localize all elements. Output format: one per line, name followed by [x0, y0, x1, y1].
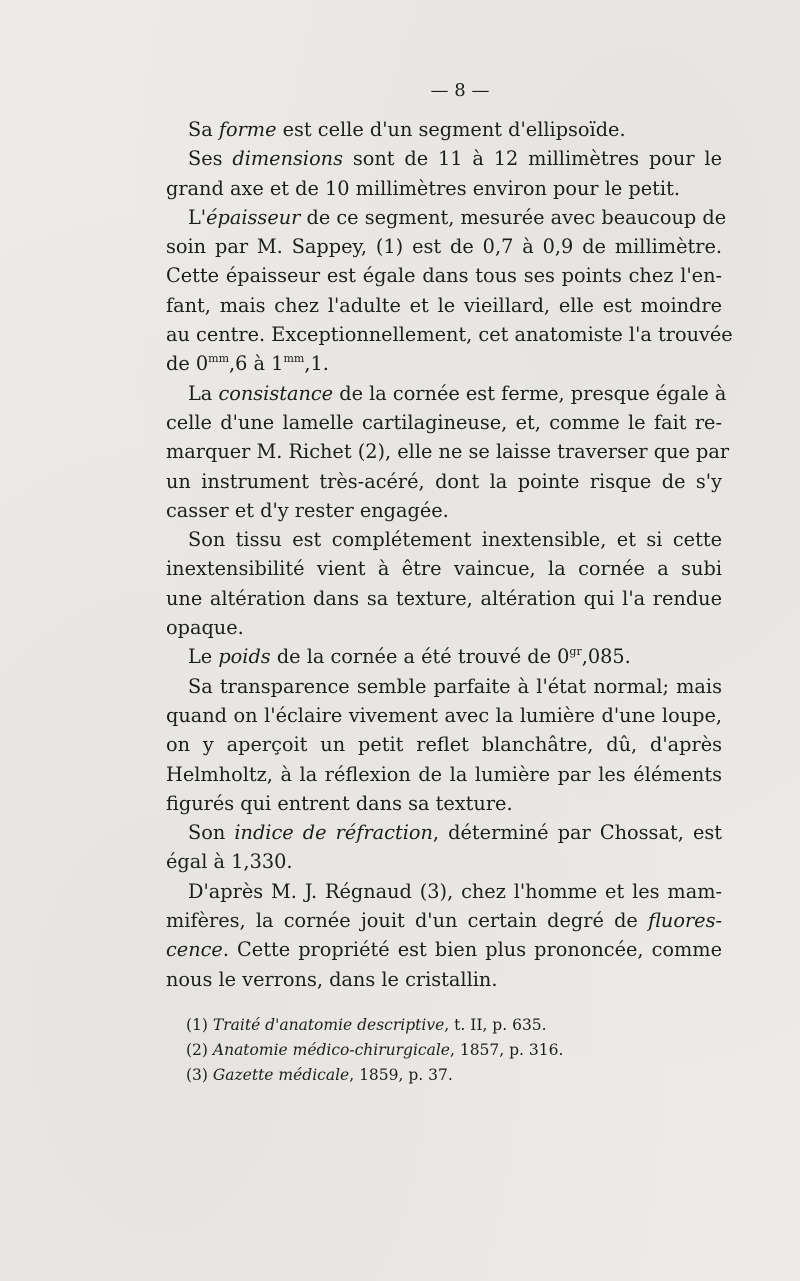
text-line: La consistance de la cornée est ferme, presque égale à [188, 381, 727, 405]
text-line: L'épaisseur de ce segment, mesurée avec beaucoup de [188, 205, 727, 229]
text-line: un instrument très-acéré, dont la pointe risque de s'y [166, 469, 722, 493]
page-number: — 8 — [430, 80, 490, 101]
footnote: (1) Traité d'anatomie descriptive, t. II, p. 635. [186, 1016, 547, 1034]
text-line: fant, mais chez l'adulte et le vieillard, elle est moindre [166, 293, 722, 317]
paragraph [166, 877, 722, 994]
footnote: (3) Gazette médicale, 1859, p. 37. [186, 1066, 453, 1084]
text-line: opaque. [166, 616, 244, 640]
text-line: D'après M. J. Régnaud (3), chez l'homme et les mam- [188, 879, 722, 903]
text-line: inextensibilité vient à être vaincue, la cornée a subi [166, 557, 722, 581]
text-line: mifères, la cornée jouit d'un certain degré de fluores- [166, 909, 722, 933]
footnotes [186, 1013, 706, 1088]
paragraph [166, 642, 722, 671]
paragraph [166, 672, 722, 818]
text-line: soin par M. Sappey, (1) est de 0,7 à 0,9 de millimètre. [166, 235, 722, 259]
text-line: quand on l'éclaire vivement avec la lumière d'une loupe, [166, 703, 722, 727]
text-line: au centre. Exceptionnellement, cet anatomiste l'a trouvée [166, 323, 733, 347]
text-line: égal à 1,330. [166, 850, 293, 874]
text-line: Helmholtz, à la réflexion de la lumière par les éléments [166, 762, 722, 786]
text-line: Son tissu est complétement inextensible, et si cette [188, 528, 722, 552]
text-line: celle d'une lamelle cartilagineuse, et, comme le fait re- [166, 410, 722, 434]
paragraph [166, 203, 733, 379]
text-line: grand axe et de 10 millimètres environ pour le petit. [166, 176, 680, 200]
text-line: Cette épaisseur est égale dans tous ses points chez l'en- [166, 264, 722, 288]
text-line: Le poids de la cornée a été trouvé de $0^{gr},085$. [188, 645, 631, 669]
text-line: Sa transparence semble parfaite à l'état normal; mais [188, 674, 722, 698]
text-line: de $0^{mm},6$ à $1^{mm},1$. [166, 352, 329, 376]
text-line: marquer M. Richet (2), elle ne se laisse traverser que par [166, 440, 730, 464]
text-line: on y aperçoit un petit reflet blanchâtre, dû, d'après [166, 733, 722, 757]
text-line: Ses dimensions sont de 11 à 12 millimètres pour le [188, 147, 722, 171]
text-line: cence. Cette propriété est bien plus prononcée, comme [166, 938, 722, 962]
paragraph [166, 525, 722, 642]
text-line: Sa forme est celle d'un segment d'ellipsoïde. [188, 118, 626, 141]
paragraph [166, 115, 722, 144]
text-line: une altération dans sa texture, altération qui l'a rendue [166, 586, 722, 610]
paragraph [166, 144, 722, 203]
paragraph [166, 818, 722, 877]
text-line: Son indice de réfraction, déterminé par Chossat, est [188, 821, 722, 845]
body-text [166, 115, 733, 994]
text-line: figurés qui entrent dans sa texture. [166, 791, 513, 815]
footnote: (2) Anatomie médico-chirurgicale, 1857, p. 316. [186, 1041, 564, 1059]
text-line: nous le verrons, dans le cristallin. [166, 967, 498, 991]
paragraph [166, 379, 730, 525]
text-line: casser et d'y rester engagée. [166, 498, 449, 522]
